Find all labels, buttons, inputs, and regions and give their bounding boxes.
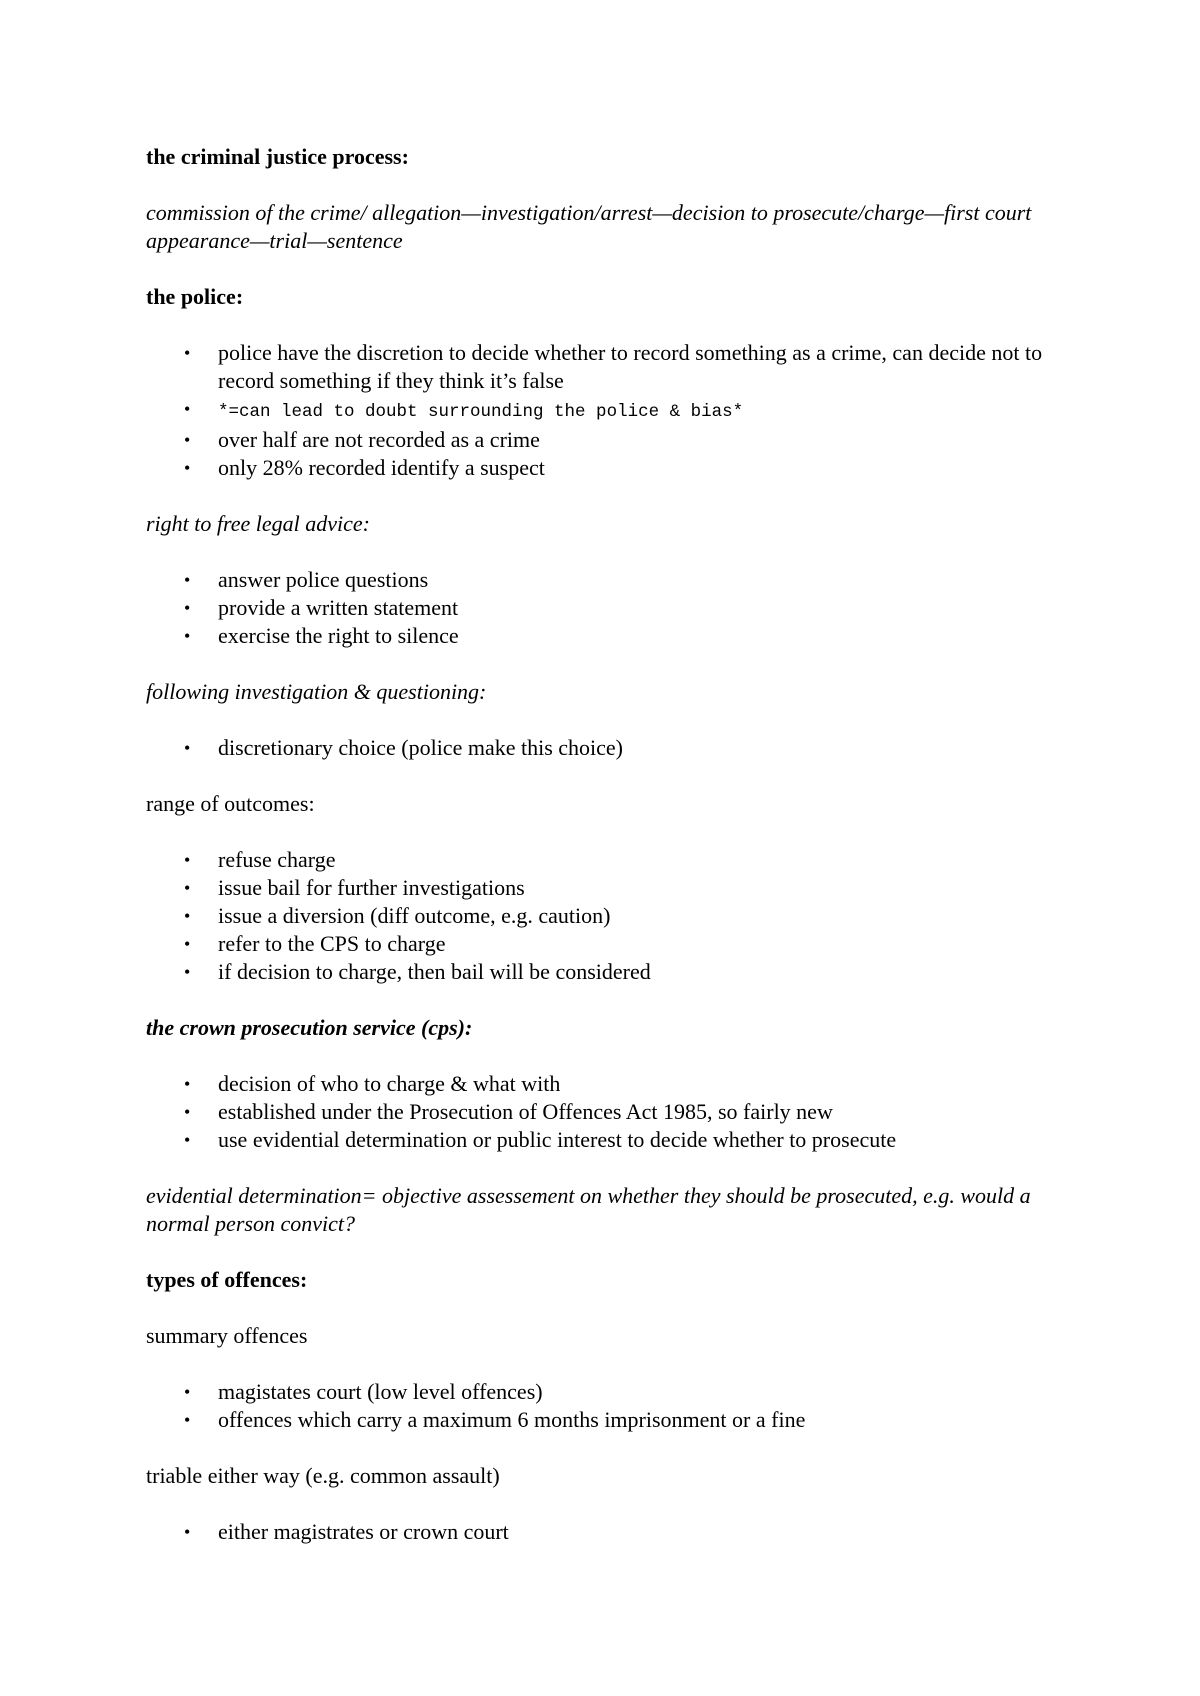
list-item bbox=[146, 734, 1056, 762]
list-item bbox=[146, 846, 1056, 874]
bullet-icon: • bbox=[184, 906, 191, 926]
section-heading: types of offences: bbox=[146, 1267, 308, 1292]
bullet-icon: • bbox=[184, 1102, 191, 1122]
bullet-icon: • bbox=[184, 458, 191, 478]
bullet-list bbox=[146, 566, 1056, 650]
list-item bbox=[146, 874, 1056, 902]
list-item bbox=[146, 1378, 1056, 1406]
bullet-icon: • bbox=[184, 430, 191, 450]
section-heading: the police: bbox=[146, 284, 244, 309]
list-item bbox=[146, 930, 1056, 958]
list-item bbox=[146, 594, 1056, 622]
list-item-text: magistates court (low level offences) bbox=[218, 1379, 543, 1404]
list-item-text: use evidential determination or public interest to decide whether to prosecute bbox=[218, 1127, 897, 1152]
italic-paragraph: right to free legal advice: bbox=[146, 511, 371, 536]
paragraph: triable either way (e.g. common assault) bbox=[146, 1463, 500, 1488]
bullet-icon: • bbox=[184, 1074, 191, 1094]
bullet-list bbox=[146, 846, 1056, 986]
list-item-text: either magistrates or crown court bbox=[218, 1519, 509, 1544]
italic-paragraph: commission of the crime/ allegation—investigation/arrest—decision to prosecute/charge—first court appearance—trial—sentence bbox=[146, 200, 1032, 253]
list-item bbox=[146, 1406, 1056, 1434]
list-item bbox=[146, 1518, 1056, 1546]
list-item bbox=[146, 1126, 1056, 1154]
list-item-text: discretionary choice (police make this choice) bbox=[218, 735, 623, 760]
list-item-text: established under the Prosecution of Offences Act 1985, so fairly new bbox=[218, 1099, 833, 1124]
list-item bbox=[146, 395, 1056, 426]
paragraph: summary offences bbox=[146, 1323, 308, 1348]
bullet-icon: • bbox=[184, 878, 191, 898]
list-item bbox=[146, 958, 1056, 986]
list-item-text: decision of who to charge & what with bbox=[218, 1071, 561, 1096]
bullet-icon: • bbox=[184, 399, 191, 419]
section-heading: the criminal justice process: bbox=[146, 144, 409, 169]
list-item-text: *=can lead to doubt surrounding the police & bias* bbox=[218, 402, 744, 422]
list-item-text: provide a written statement bbox=[218, 595, 459, 620]
document-body bbox=[146, 143, 1056, 1574]
list-item-text: issue bail for further investigations bbox=[218, 875, 525, 900]
bullet-icon: • bbox=[184, 1410, 191, 1430]
bullet-icon: • bbox=[184, 1522, 191, 1542]
italic-paragraph: evidential determination= objective assessement on whether they should be prosecuted, e.g. would a normal person convict? bbox=[146, 1183, 1031, 1236]
list-item bbox=[146, 339, 1056, 395]
bullet-list bbox=[146, 1518, 1056, 1546]
bullet-list bbox=[146, 339, 1056, 482]
bullet-icon: • bbox=[184, 598, 191, 618]
list-item bbox=[146, 622, 1056, 650]
bullet-icon: • bbox=[184, 570, 191, 590]
list-item-text: police have the discretion to decide whether to record something as a crime, can decide not to record something if they think it’s false bbox=[218, 340, 1043, 393]
bullet-icon: • bbox=[184, 962, 191, 982]
bullet-list bbox=[146, 1378, 1056, 1434]
bullet-list bbox=[146, 1070, 1056, 1154]
bullet-list bbox=[146, 734, 1056, 762]
list-item-text: answer police questions bbox=[218, 567, 429, 592]
list-item bbox=[146, 454, 1056, 482]
bullet-icon: • bbox=[184, 934, 191, 954]
section-heading: the crown prosecution service (cps): bbox=[146, 1015, 473, 1040]
bullet-icon: • bbox=[184, 1130, 191, 1150]
list-item bbox=[146, 902, 1056, 930]
list-item bbox=[146, 566, 1056, 594]
list-item-text: only 28% recorded identify a suspect bbox=[218, 455, 545, 480]
bullet-icon: • bbox=[184, 738, 191, 758]
bullet-icon: • bbox=[184, 1382, 191, 1402]
list-item bbox=[146, 1070, 1056, 1098]
bullet-icon: • bbox=[184, 626, 191, 646]
bullet-icon: • bbox=[184, 343, 191, 363]
list-item-text: exercise the right to silence bbox=[218, 623, 459, 648]
italic-paragraph: following investigation & questioning: bbox=[146, 679, 487, 704]
list-item bbox=[146, 1098, 1056, 1126]
bullet-icon: • bbox=[184, 850, 191, 870]
list-item-text: refuse charge bbox=[218, 847, 336, 872]
list-item bbox=[146, 426, 1056, 454]
list-item-text: refer to the CPS to charge bbox=[218, 931, 446, 956]
list-item-text: issue a diversion (diff outcome, e.g. caution) bbox=[218, 903, 611, 928]
paragraph: range of outcomes: bbox=[146, 791, 315, 816]
list-item-text: if decision to charge, then bail will be considered bbox=[218, 959, 651, 984]
list-item-text: over half are not recorded as a crime bbox=[218, 427, 540, 452]
list-item-text: offences which carry a maximum 6 months imprisonment or a fine bbox=[218, 1407, 806, 1432]
